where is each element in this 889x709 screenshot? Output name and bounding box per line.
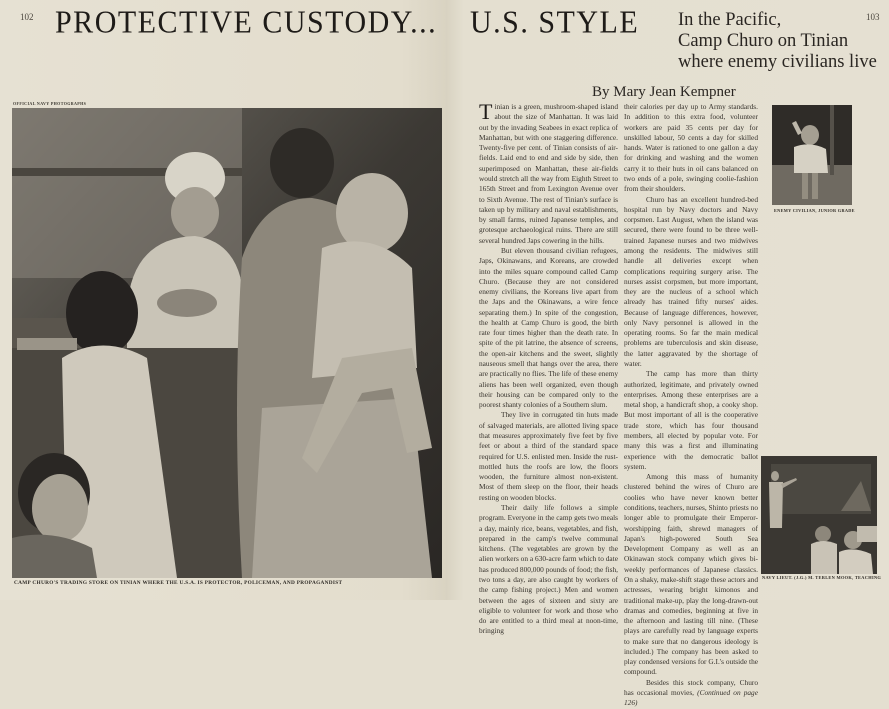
article-column-1	[479, 99, 618, 637]
paragraph: They live in corrugated tin huts made of salvaged materials, are allotted living space that measures approximately five feet by five feet or about a third of the standard space required for U.S. enlisted men. Inside the rust-mottled huts the roofs are low, the floors wooden, the furniture almost non-existent. Most of them sleep on the floor, their heads resting on wooden blocks.	[479, 410, 618, 502]
continued-note: (Continued on page 126)	[624, 688, 758, 708]
paragraph: their calories per day up to Army standards. In addition to this extra food, volunteer workers are paid 35 cents per day for unskilled labour, 50 cents a day for skilled hands. Water is rationed to one gallon a day for drinking and washing and the women carry it to their huts in oil cans balanced on two ends of a pole, swinging coolie-fashion from their shoulders.	[624, 102, 758, 194]
headline-left: PROTECTIVE CUSTODY...	[55, 5, 438, 40]
child-photo	[772, 105, 852, 205]
paragraph: Tinian is a green, mushroom-shaped island about the size of Manhattan. It was laid out by the invading Seabees in exact replica of Manhattan, but with one staggering difference. Twenty-five per cent. of Tinian consists of air-fields. Laid end to end and side by side, then superimposed on Manhattan, these air-fields would stretch all the way from Eighth Street to 165th Street and from Lexington Avenue over to Sixth Avenue. The rest of Tinian's surface is taken up by military and naval establishments, by small farms, ruined Japanese temples, and grotesque archaeological ruins. There are still several hundred Japs cowering in the hills.	[479, 99, 618, 245]
main-photo-caption: CAMP CHURO'S TRADING STORE ON TINIAN WHERE THE U.S.A. IS PROTECTOR, POLICEMAN, AND PROPAGANDIST	[14, 580, 343, 586]
drop-cap: T	[479, 99, 493, 124]
classroom-photo-caption: NAVY LIEUT. (J.G.) M. TERLEN MOOK, TEACHING	[762, 575, 882, 580]
paragraph: Among this mass of humanity clustered behind the wires of Churo are coolies who have never known better conditions, teachers, nurses, Shinto priests no longer able to promulgate their Emperor-worshipping faith, shrewd managers of Japan's high-powered South Sea Development Company as well as an Okinawan stock company which gives bi-weekly performances of Japanese classics. On a shaky, make-shift stage these actors and actresses, wearing bright kimonos and traditional make-up, play the long-drawn-out dramas and comedies, beginning at five in the afternoon and lasting till nine. (These plays are carefully read by language experts to make sure that no dangerous ideology is included.) The company has been asked to play condensed versions for G.I.'s outside the compound.	[624, 472, 758, 677]
paragraph: The camp has more than thirty authorized, legitimate, and privately owned enterprises. Among these enterprises are a metal shop, a handicraft shop, a cooky shop. But most important of all is the cooperative trade store, which has four thousand members, all elected by popular vote. For many this was a first and illuminating experience with the democratic ballot system.	[624, 369, 758, 471]
byline: By Mary Jean Kempner	[592, 84, 736, 100]
paragraph: Churo has an excellent hundred-bed hospital run by Navy doctors and Navy corpsmen. Last August, when the island was secured, there were found to be three well-trained Japanese nurses and two midwives among the residents. The midwives still handle all deliveries except when complications requiring surgery arise. The nurses assist corpsmen, but more important, they are the nucleus of a school which already has trained fifty nurses' aides. Because of language differences, however, only Navy personnel is allowed in the operating rooms. So far the main medical problems are tuberculosis and skin disease, the latter aggravated by the shortage of water.	[624, 194, 758, 369]
subhead-line: In the Pacific,	[678, 10, 782, 30]
paragraph: Their daily life follows a simple program. Everyone in the camp gets two meals a day, mainly rice, beans, vegetables, and fish, prepared in the camp's twelve communal kitchens. (The vegetables are grown by the alien workers on a 630-acre farm which to date has produced 800,000 pounds of food; the fish, two tons a day, are also caught by workers of the camp fishing project.) Men and women between the ages of sixteen and sixty are eligible to volunteer for work and those who do are entitled to a third meal at noon-time, bringing	[479, 502, 618, 636]
trading-store-photo	[12, 108, 442, 578]
subhead-line: where enemy civilians live	[678, 52, 877, 72]
classroom-photo	[761, 456, 877, 574]
subhead-line: Camp Churo on Tinian	[678, 31, 849, 51]
paragraph: Besides this stock company, Churo has occasional movies, (Continued on page 126)	[624, 677, 758, 708]
child-photo-caption: ENEMY CIVILIAN, JUNIOR GRADE	[774, 208, 855, 213]
photo-credit: OFFICIAL NAVY PHOTOGRAPHS	[13, 101, 87, 106]
headline-right: U.S. STYLE	[470, 5, 640, 40]
page-number-right: 103	[866, 12, 880, 22]
subhead	[678, 10, 877, 73]
page-number-left: 102	[20, 12, 34, 22]
article-column-2	[624, 102, 758, 709]
paragraph: But eleven thousand civilian refugees, Japs, Okinawans, and Koreans, are crowded into the miles square compound called Camp Churo. (Because they are not considered enemy civilians, the Koreans live apart from the Japs and the Okinawans, a wire fence separating them.) In spite of the congestion, the health at Camp Churo is good, the birth rate four times higher than the death rate. In spite of the pit latrine, the absence of screens, the open-air kitchens and the sweet, slightly nauseous smell that hangs over the area, there are practically no flies. The life of these enemy aliens has been well organized, even though their housing can be compared only to the poorest shanty colonies of a Southern slum.	[479, 245, 618, 410]
